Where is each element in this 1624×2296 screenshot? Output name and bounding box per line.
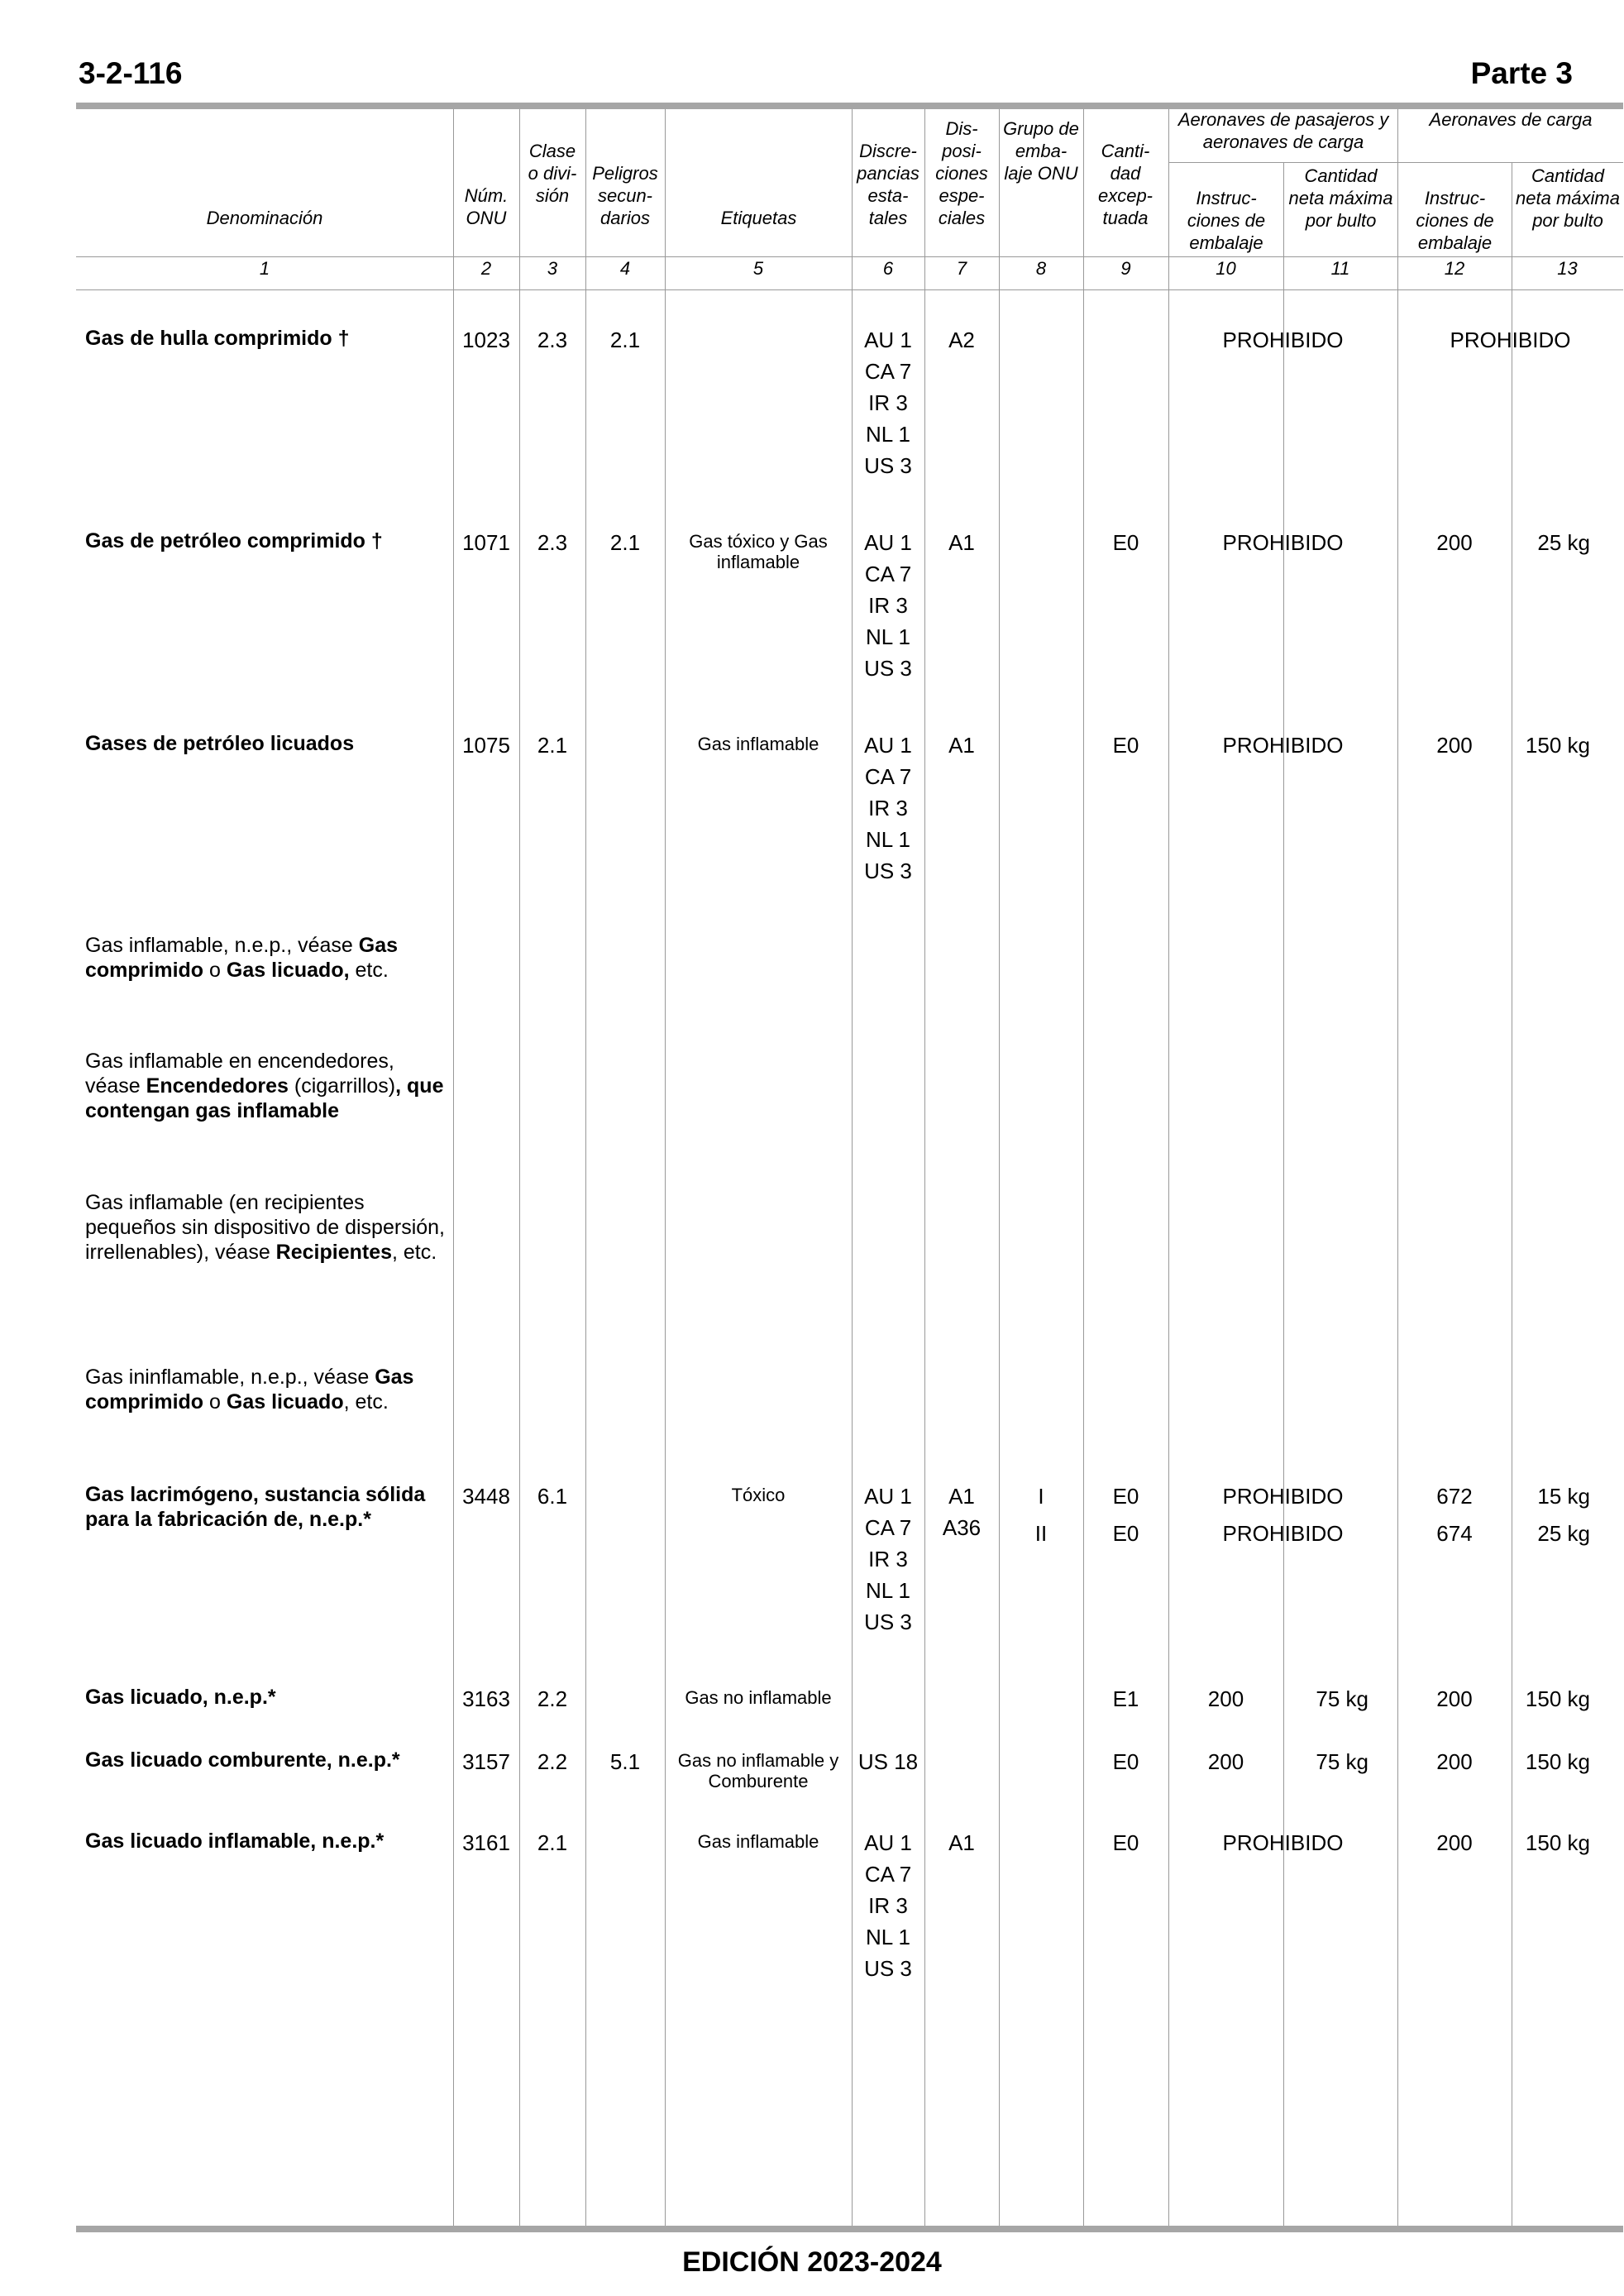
state-variations: AU 1 CA 7 IR 3 NL 1 US 3 <box>864 733 912 883</box>
col-number: 2 <box>480 258 492 279</box>
group-header-passenger: Aeronaves de pasajeros y aeronaves de carga <box>1177 109 1389 152</box>
un-number: 3448 <box>462 1484 510 1509</box>
passenger-status: PROHIBIDO <box>1222 1484 1344 1509</box>
passenger-status: PROHIBIDO <box>1222 733 1344 758</box>
passenger-net-quantity: 75 kg <box>1316 1749 1368 1774</box>
hazard-label: Gas tóxico y Gas inflamable <box>689 531 828 572</box>
class: 2.2 <box>537 1749 568 1774</box>
col-header-cantidad-13: Cantidad neta máxima por bulto <box>1516 165 1620 231</box>
cargo-net-quantity: 15 kg <box>1537 1484 1590 1509</box>
special-provision: A1 <box>948 530 975 555</box>
edition-footer: EDICIÓN 2023-2024 <box>682 2246 942 2278</box>
cargo-packing-instruction: 674 <box>1436 1521 1473 1546</box>
excepted-quantity: E0 <box>1112 530 1139 555</box>
cargo-packing-instruction: 200 <box>1436 530 1473 555</box>
substance-name: Gas licuado inflamable, n.e.p.* <box>85 1830 385 1853</box>
col-line <box>665 109 666 2226</box>
col-line <box>585 109 586 2226</box>
state-variations: AU 1 CA 7 IR 3 NL 1 US 3 <box>864 1484 912 1634</box>
un-number: 1023 <box>462 328 510 352</box>
class: 2.1 <box>537 1830 568 1855</box>
col-number: 5 <box>752 258 764 279</box>
col-number: 3 <box>547 258 558 279</box>
col-line <box>1168 109 1169 2226</box>
col-line <box>924 109 925 2226</box>
cargo-packing-instruction: 200 <box>1436 1686 1473 1711</box>
col-number: 6 <box>882 258 894 279</box>
class: 2.1 <box>537 733 568 758</box>
substance-name: Gas licuado comburente, n.e.p.* <box>85 1748 400 1772</box>
col-line <box>453 109 454 2226</box>
class: 2.3 <box>537 328 568 352</box>
col-line <box>1397 109 1398 2226</box>
un-number: 3161 <box>462 1830 510 1855</box>
passenger-net-quantity: 75 kg <box>1316 1686 1368 1711</box>
excepted-quantity: E0 <box>1112 733 1139 758</box>
passenger-status: PROHIBIDO <box>1222 328 1344 352</box>
bottom-rule <box>76 2226 1623 2232</box>
passenger-packing-instruction: 200 <box>1207 1686 1244 1711</box>
cargo-net-quantity: 150 kg <box>1525 1749 1590 1774</box>
class: 2.3 <box>537 530 568 555</box>
state-variations: AU 1 CA 7 IR 3 NL 1 US 3 <box>864 1830 912 1981</box>
col-line <box>1283 162 1284 2226</box>
state-variations: AU 1 CA 7 IR 3 NL 1 US 3 <box>864 530 912 681</box>
excepted-quantity: E1 <box>1112 1686 1139 1711</box>
un-number: 3163 <box>462 1686 510 1711</box>
part-title: Parte 3 <box>1470 56 1573 90</box>
un-number: 3157 <box>462 1749 510 1774</box>
substance-name: Gas licuado, n.e.p.* <box>85 1686 276 1709</box>
page-reference: 3-2-116 <box>79 56 183 90</box>
col-header-etiquetas: Etiquetas <box>720 208 797 228</box>
hazard-label: Gas inflamable <box>697 734 819 754</box>
col-number: 12 <box>1444 258 1465 279</box>
cargo-packing-instruction: 200 <box>1436 733 1473 758</box>
substance-name: Gases de petróleo licuados <box>85 732 355 755</box>
class: 2.2 <box>537 1686 568 1711</box>
col-line <box>1083 109 1084 2226</box>
state-variations: US 18 <box>857 1749 919 1774</box>
col-header-denominacion: Denominación <box>206 208 323 228</box>
packing-group: II <box>1034 1521 1048 1546</box>
col-header-peligros: Peligros secun- darios <box>592 163 658 228</box>
cargo-status: PROHIBIDO <box>1450 328 1571 352</box>
col-number: 10 <box>1216 258 1236 279</box>
excepted-quantity: E0 <box>1112 1521 1139 1546</box>
col-header-num-onu: Núm. ONU <box>464 185 509 228</box>
col-number: 7 <box>956 258 967 279</box>
special-provision: A2 <box>948 328 975 352</box>
col-header-clase: Clase o divi- sión <box>528 141 577 206</box>
cargo-net-quantity: 150 kg <box>1525 733 1590 758</box>
col-line <box>999 109 1000 2226</box>
hazard-label: Tóxico <box>731 1485 786 1505</box>
col-header-discrepancias: Discre- pancias esta- tales <box>857 141 919 228</box>
subsidiary-hazard: 2.1 <box>609 530 641 555</box>
excepted-quantity: E0 <box>1112 1749 1139 1774</box>
substance-name: Gas de hulla comprimido † <box>85 327 350 350</box>
passenger-status: PROHIBIDO <box>1222 1521 1344 1546</box>
col-line <box>519 109 520 2226</box>
col-header-disposiciones: Dis- posi- ciones espe- ciales <box>935 118 988 228</box>
hazard-label: Gas no inflamable y Comburente <box>677 1750 839 1791</box>
special-provision: A1 <box>948 733 975 758</box>
passenger-packing-instruction: 200 <box>1207 1749 1244 1774</box>
cargo-packing-instruction: 672 <box>1436 1484 1473 1509</box>
special-provisions: A1 A36 <box>942 1484 982 1540</box>
passenger-status: PROHIBIDO <box>1222 1830 1344 1855</box>
group-header-cargo: Aeronaves de carga <box>1429 109 1593 130</box>
hazard-label: Gas no inflamable <box>685 1687 832 1708</box>
col-number: 9 <box>1120 258 1131 279</box>
cargo-packing-instruction: 200 <box>1436 1749 1473 1774</box>
subsidiary-hazard: 5.1 <box>609 1749 641 1774</box>
header-divider <box>76 256 1623 257</box>
un-number: 1075 <box>462 733 510 758</box>
excepted-quantity: E0 <box>1112 1484 1139 1509</box>
cross-reference: Gas inflamable (en recipientes pequeños sin dispositivo de dispersión, irrellenables), véase Recipientes, etc. <box>85 1191 445 1264</box>
subsidiary-hazard: 2.1 <box>609 328 641 352</box>
cross-reference: Gas ininflamable, n.e.p., véase Gas comprimido o Gas licuado, etc. <box>85 1366 414 1413</box>
cargo-net-quantity: 25 kg <box>1537 1521 1590 1546</box>
col-number: 11 <box>1330 258 1350 279</box>
group-divider <box>1168 162 1623 163</box>
cross-reference: Gas inflamable, n.e.p., véase Gas comprimido o Gas licuado, etc. <box>85 934 399 982</box>
packing-group: I <box>1038 1484 1044 1509</box>
col-header-grupo: Grupo de emba- laje ONU <box>1003 118 1079 184</box>
passenger-status: PROHIBIDO <box>1222 530 1344 555</box>
col-header-cantidad-exceptuada: Canti- dad excep- tuada <box>1097 141 1154 228</box>
class: 6.1 <box>537 1484 568 1509</box>
cargo-packing-instruction: 200 <box>1436 1830 1473 1855</box>
excepted-quantity: E0 <box>1112 1830 1139 1855</box>
col-number: 13 <box>1557 258 1578 279</box>
substance-name: Gas lacrimógeno, sustancia sólida para la fabricación de, n.e.p.* <box>85 1483 426 1531</box>
substance-name: Gas de petróleo comprimido † <box>85 529 383 552</box>
cargo-net-quantity: 25 kg <box>1537 530 1590 555</box>
cargo-net-quantity: 150 kg <box>1525 1830 1590 1855</box>
state-variations: AU 1 CA 7 IR 3 NL 1 US 3 <box>864 328 912 478</box>
un-number: 1071 <box>462 530 510 555</box>
special-provision: A1 <box>948 1830 975 1855</box>
hazard-label: Gas inflamable <box>697 1831 819 1852</box>
col-number: 4 <box>619 258 631 279</box>
cargo-net-quantity: 150 kg <box>1525 1686 1590 1711</box>
col-header-instrucciones-10: Instruc- ciones de embalaje <box>1187 188 1266 253</box>
cross-reference: Gas inflamable en encendedores, véase Encendedores (cigarrillos), que contengan gas inflamable <box>85 1050 444 1122</box>
col-number: 1 <box>259 258 270 279</box>
col-header-instrucciones-12: Instruc- ciones de embalaje <box>1416 188 1494 253</box>
header-bottom-line <box>76 289 1623 290</box>
col-number: 8 <box>1035 258 1047 279</box>
col-header-cantidad-11: Cantidad neta máxima por bulto <box>1288 165 1393 231</box>
